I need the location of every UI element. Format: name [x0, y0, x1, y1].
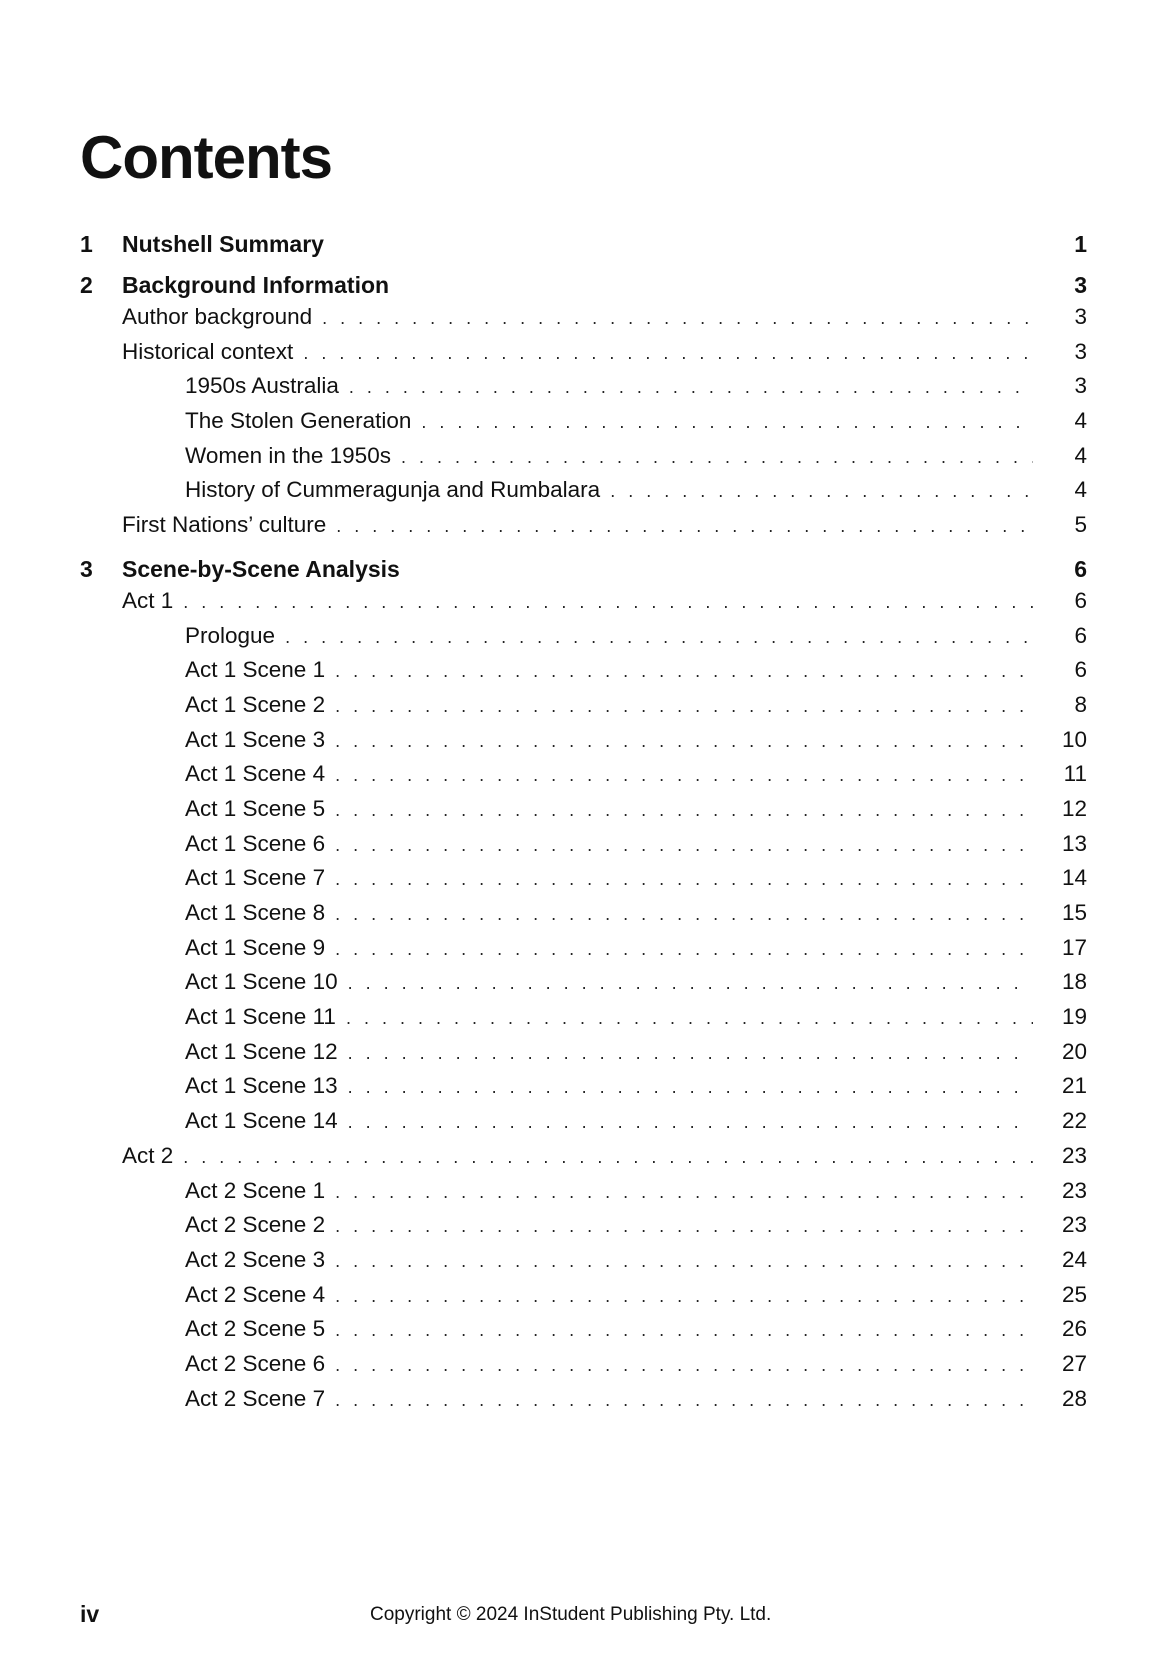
dot-leader [346, 1008, 1033, 1029]
toc-entry[interactable] [80, 831, 1087, 866]
chapter-title: Nutshell Summary [122, 231, 324, 257]
toc-entry[interactable] [80, 796, 1087, 831]
toc-entry[interactable] [80, 935, 1087, 970]
entry-title: Act 1 Scene 4 [185, 761, 326, 787]
toc-entry[interactable] [80, 304, 1087, 339]
entry-page-number: 17 [1061, 934, 1087, 960]
toc-entry[interactable] [80, 1073, 1087, 1108]
toc-entry[interactable] [80, 408, 1087, 443]
entry-page-number: 21 [1061, 1073, 1087, 1099]
footer-copyright: Copyright © 2024 InStudent Publishing Pty. Ltd. [370, 1604, 772, 1625]
toc-entry[interactable] [80, 1351, 1087, 1386]
toc-entry[interactable] [80, 1386, 1087, 1421]
entry-page-number: 26 [1061, 1316, 1087, 1342]
entry-title: Author background [122, 304, 313, 329]
entry-page-number: 22 [1061, 1108, 1087, 1134]
entry-page-number: 23 [1061, 1177, 1087, 1203]
dot-leader [335, 661, 1033, 682]
entry-title: Act 1 Scene 14 [185, 1108, 338, 1134]
toc-entry[interactable] [80, 1212, 1087, 1247]
entry-title: First Nations’ culture [122, 512, 327, 538]
toc-entry[interactable] [80, 1143, 1087, 1178]
toc-entry[interactable] [80, 512, 1087, 547]
entry-title: Act 1 Scene 11 [185, 1004, 336, 1030]
entry-page-number: 25 [1061, 1281, 1087, 1307]
dot-leader [335, 696, 1033, 717]
toc-chapter[interactable] [80, 227, 1087, 263]
toc-entry[interactable] [80, 1039, 1087, 1074]
entry-page-number: 8 [1074, 691, 1087, 717]
entry-title: Act 1 Scene 7 [185, 865, 326, 891]
toc-chapter[interactable] [80, 268, 1087, 304]
entry-title: Prologue [185, 622, 276, 648]
toc-entry[interactable] [80, 1004, 1087, 1039]
entry-title: History of Cummeragunja and Rumbalara [185, 477, 601, 503]
toc-entry[interactable] [80, 477, 1087, 512]
dot-leader [335, 765, 1033, 786]
entry-title: Act 1 [122, 587, 174, 613]
dot-leader [335, 1390, 1033, 1411]
dot-leader [348, 1043, 1033, 1064]
entry-title: 1950s Australia [185, 373, 339, 399]
entry-page-number: 28 [1061, 1385, 1087, 1411]
entry-page-number: 15 [1061, 900, 1087, 925]
toc-entry[interactable] [80, 1178, 1087, 1213]
chapter-title: Scene-by-Scene Analysis [122, 555, 400, 582]
toc-entry[interactable] [80, 657, 1087, 692]
chapter-page-number: 1 [1074, 231, 1087, 257]
dot-leader [348, 1112, 1033, 1133]
entry-page-number: 23 [1061, 1142, 1087, 1168]
dot-leader [336, 516, 1033, 537]
entry-title: Act 2 Scene 2 [185, 1212, 326, 1238]
entry-page-number: 3 [1074, 304, 1087, 329]
entry-page-number: 4 [1074, 477, 1087, 503]
toc-entry[interactable] [80, 1247, 1087, 1282]
toc-entry[interactable] [80, 443, 1087, 478]
entry-page-number: 5 [1074, 512, 1087, 538]
dot-leader [335, 1251, 1033, 1272]
chapter-title: Background Information [122, 272, 390, 298]
entry-title: Women in the 1950s [185, 442, 391, 468]
chapter-number: 1 [80, 231, 93, 257]
entry-page-number: 19 [1061, 1004, 1087, 1030]
entry-page-number: 18 [1061, 969, 1087, 995]
entry-title: Act 1 Scene 9 [185, 934, 326, 960]
entry-page-number: 27 [1061, 1350, 1087, 1376]
toc-entry[interactable] [80, 623, 1087, 658]
entry-title: Act 1 Scene 1 [185, 657, 326, 683]
dot-leader [183, 592, 1033, 613]
dot-leader [183, 1147, 1033, 1168]
dot-leader [335, 1182, 1033, 1203]
entry-title: Act 1 Scene 6 [185, 830, 326, 856]
dot-leader [322, 308, 1033, 329]
dot-leader [335, 939, 1033, 960]
dot-leader [348, 1077, 1033, 1098]
entry-page-number: 12 [1061, 795, 1087, 821]
entry-page-number: 23 [1061, 1212, 1087, 1238]
dot-leader [335, 1216, 1033, 1237]
entry-title: Act 1 Scene 10 [185, 969, 338, 995]
toc-entry[interactable] [80, 1316, 1087, 1351]
page-title: Contents [80, 124, 332, 191]
entry-page-number: 6 [1074, 657, 1087, 683]
dot-leader [335, 1320, 1033, 1341]
entry-title: Act 2 Scene 1 [185, 1177, 326, 1203]
dot-leader [335, 800, 1033, 821]
toc-entry[interactable] [80, 969, 1087, 1004]
entry-title: Act 1 Scene 3 [185, 726, 326, 752]
dot-leader [348, 973, 1033, 994]
chapter-page-number: 3 [1074, 272, 1087, 298]
dot-leader [401, 447, 1033, 468]
toc-entry[interactable] [80, 339, 1087, 374]
entry-page-number: 10 [1061, 726, 1087, 752]
entry-title: Act 2 [122, 1142, 174, 1168]
dot-leader [335, 1286, 1033, 1307]
entry-page-number: 3 [1074, 373, 1087, 399]
toc-entry[interactable] [80, 692, 1087, 727]
toc-entry[interactable] [80, 900, 1087, 935]
entry-page-number: 3 [1074, 338, 1087, 364]
entry-title: Act 1 Scene 2 [185, 691, 326, 717]
chapter-number: 2 [80, 272, 93, 298]
entry-title: The Stolen Generation [185, 408, 412, 434]
entry-title: Act 1 Scene 8 [185, 900, 326, 925]
dot-leader [610, 481, 1033, 502]
dot-leader [285, 627, 1033, 648]
entry-title: Act 2 Scene 5 [185, 1316, 326, 1342]
toc-entry[interactable] [80, 588, 1087, 623]
toc-entry[interactable] [80, 761, 1087, 796]
dot-leader [335, 731, 1033, 752]
entry-title: Act 1 Scene 13 [185, 1073, 338, 1099]
entry-page-number: 6 [1074, 622, 1087, 648]
toc-entry[interactable] [80, 1108, 1087, 1143]
entry-title: Act 1 Scene 5 [185, 795, 326, 821]
footer-page-number: iv [80, 1601, 100, 1627]
dot-leader [335, 904, 1033, 925]
dot-leader [303, 343, 1033, 364]
dot-leader [335, 1355, 1033, 1376]
toc-chapter[interactable] [80, 552, 1087, 588]
toc-entry[interactable] [80, 727, 1087, 762]
table-of-contents [80, 227, 1087, 1420]
toc-entry[interactable] [80, 865, 1087, 900]
entry-page-number: 13 [1061, 830, 1087, 856]
entry-page-number: 24 [1061, 1246, 1087, 1272]
entry-page-number: 14 [1061, 865, 1087, 891]
entry-page-number: 20 [1061, 1038, 1087, 1064]
entry-title: Act 2 Scene 6 [185, 1350, 326, 1376]
entry-title: Act 2 Scene 4 [185, 1281, 326, 1307]
dot-leader [335, 869, 1033, 890]
entry-page-number: 4 [1074, 442, 1087, 468]
toc-entry[interactable] [80, 1282, 1087, 1317]
dot-leader [335, 835, 1033, 856]
chapter-number: 3 [80, 555, 93, 582]
entry-title: Act 1 Scene 12 [185, 1038, 338, 1064]
dot-leader [349, 377, 1033, 398]
entry-page-number: 4 [1074, 408, 1087, 434]
entry-page-number: 11 [1063, 761, 1087, 787]
entry-page-number: 6 [1074, 587, 1087, 613]
chapter-page-number: 6 [1074, 555, 1087, 582]
entry-title: Act 2 Scene 7 [185, 1385, 326, 1411]
entry-title: Historical context [122, 338, 294, 364]
dot-leader [421, 412, 1033, 433]
toc-entry[interactable] [80, 373, 1087, 408]
entry-title: Act 2 Scene 3 [185, 1246, 326, 1272]
